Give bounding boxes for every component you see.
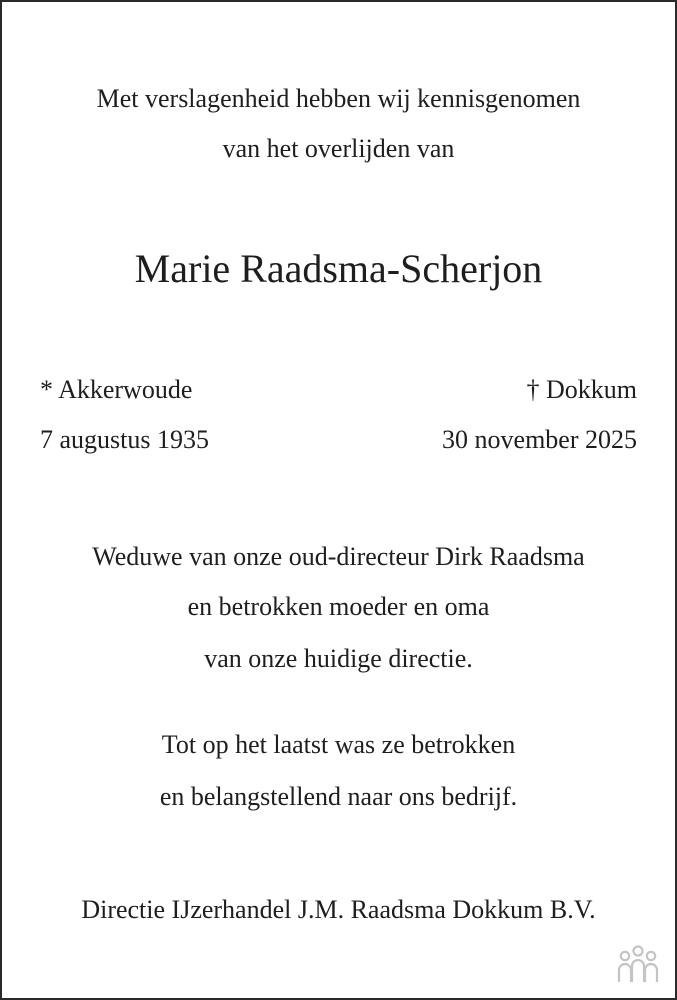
people-group-icon (615, 944, 661, 984)
death-place: † Dokkum (526, 375, 637, 404)
body-line-1: Weduwe van onze oud-directeur Dirk Raadsma (92, 542, 585, 571)
body-line-4: Tot op het laatst was ze betrokken (161, 730, 516, 759)
birth-date: 7 augustus 1935 (40, 425, 209, 454)
body-line-5: en belangstellend naar ons bedrijf. (159, 782, 518, 811)
body-line-2: en betrokken moeder en oma (187, 592, 490, 621)
body-line-3: van onze huidige directie. (204, 644, 473, 673)
birth-place: * Akkerwoude (40, 375, 193, 404)
death-date: 30 november 2025 (442, 425, 637, 454)
intro-line-1: Met verslagenheid hebben wij kennisgenomen (96, 84, 581, 113)
signature: Directie IJzerhandel J.M. Raadsma Dokkum B.V. (81, 895, 596, 924)
deceased-name: Marie Raadsma-Scherjon (134, 246, 543, 291)
intro-line-2: van het overlijden van (222, 134, 455, 163)
